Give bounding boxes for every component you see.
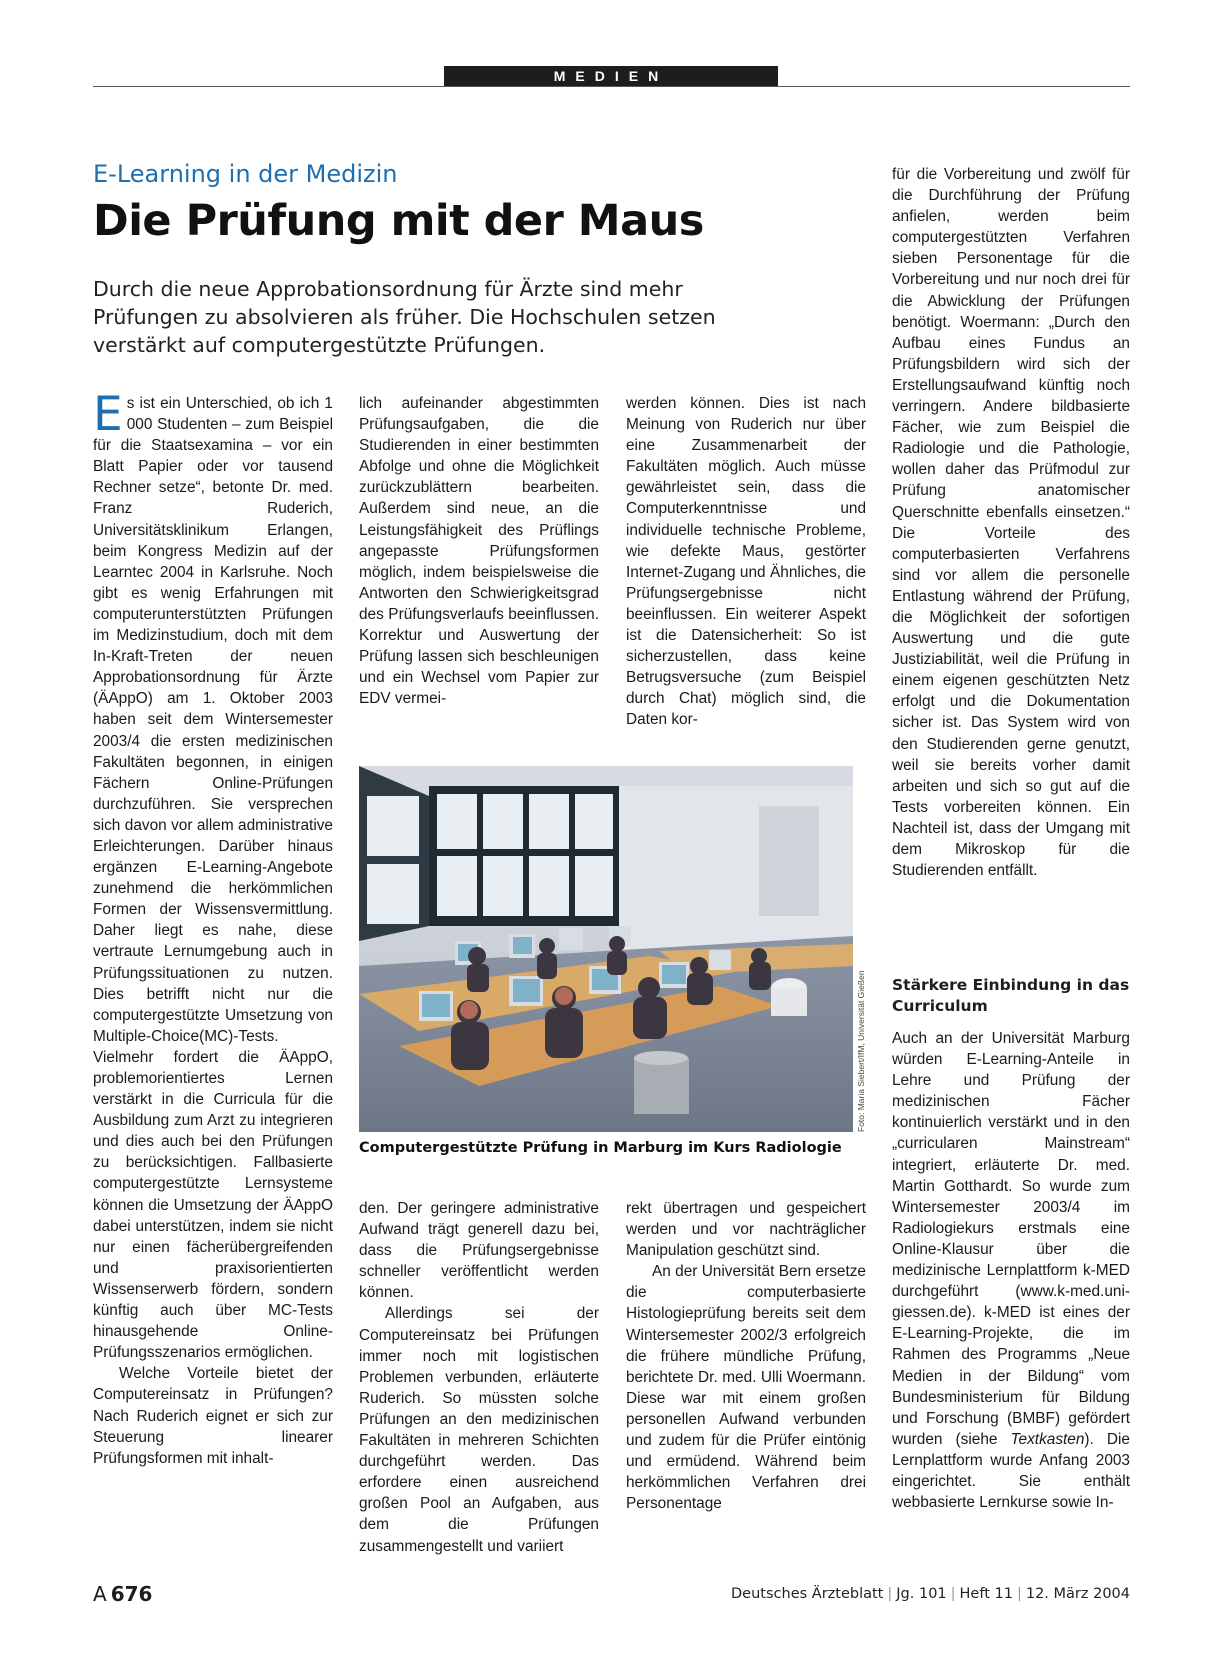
- column-4-bottom: [892, 1028, 1130, 1513]
- column-1: [93, 387, 333, 1469]
- page-number-value: 676: [110, 1582, 153, 1606]
- photo-credit: Foto: Maria Siebert/IfM, Universität Gießen: [856, 970, 866, 1132]
- col2-paragraph-top: lich aufeinander abgestimmten Prüfungsaufgaben, die die Studierenden in einer bestimmten Abfolge und ohne die Möglichkeit zurückzublättern bearbeiten. Außerdem sind neue, an die Leistungsfähigkeit des Prüflings angepasste Prüfungsformen möglich, indem beispielsweise die Antworten den Schwierigkeitsgrad des Prüfungsverlaufs beeinflussen. Korrektur und Auswertung der Prüfung lassen sich beschleunigen und ein Wechsel vom Papier zur EDV vermei-: [359, 395, 599, 708]
- journal-date: 12. März 2004: [1025, 1586, 1130, 1602]
- classroom-photo-illustration: [359, 766, 853, 1132]
- col3-paragraph-top: werden können. Dies ist nach Meinung von Ruderich nur über eine Zusammenarbeit der Fakultäten möglich. Auch müsse gewährleistet sein, dass die Computerkenntnisse und individuelle technische Probleme, wie defekte Maus, gestörter Internet-Zugang und Ähnliches, die Prüfungsergebnisse nicht beeinflussen. Ein weiterer Aspekt ist die Datensicherheit: So ist sicherzustellen, dass keine Betrugsversuche (zum Beispiel durch Chat) möglich sind, die Daten kor-: [626, 395, 866, 729]
- journal-volume: Jg. 101: [896, 1586, 947, 1602]
- article-headline: Die Prüfung mit der Maus: [93, 196, 704, 246]
- col4-text-a: Auch an der Universität Marburg würden E-Learning-Anteile in Lehre und Prüfung der medizinischen Fächer kontinuierlich verstärkt und in den „curricularen Mainstream“ integriert, erläuterte Dr. med. Martin Gotthardt. So wurde zum Wintersemester 2003/4 im Radiologiekurs erstmals eine Online-Klausur über die medizinische Lernplattform k-MED durchgeführt (www.k-med.uni-giessen.de). k-MED ist eines der E-Learning-Projekte, die im Rahmen des Programms „Neue Medien in der Bildung“ vom Bundesministerium für Bildung und Forschung (BMBF) gefördert wurden (siehe: [892, 1030, 1130, 1448]
- drop-cap: E: [93, 387, 123, 442]
- col4-text-emphasis: Textkasten: [1010, 1430, 1085, 1448]
- section-label: MEDIEN: [444, 66, 778, 86]
- page-prefix: A: [93, 1582, 107, 1606]
- article-photo: [359, 766, 853, 1132]
- subheading: Stärkere Einbindung in das Curriculum: [892, 976, 1130, 1015]
- col1-text-1: s ist ein Unterschied, ob ich 1 000 Studenten – zum Beispiel für die Staatsexamina – vor ein Blatt Papier oder vor tausend Rechner setze“, betonte Dr. med. Franz Ruderich, Universitätsklinikum Erlangen, beim Kongress Medizin auf der Learntec 2004 in Karlsruhe. Noch gibt es wenig Erfahrungen mit computerunterstützten Prüfungen im Medizinstudium, doch mit dem In-Kraft-Treten der neuen Approbationsordnung für Ärzte (ÄAppO) am 1. Oktober 2003 haben seit dem Wintersemester 2003/4 die ersten medizinischen Fakultäten begonnen, in einigen Fächern Online-Prüfungen durchzuführen. Sie versprechen sich davon vor allem administrative Erleichterungen. Darüber hinaus ergänzen E-Learning-Angebote zunehmend die herkömmlichen Formen der Wissensvermittlung. Daher liegt es nahe, diese vertraute Lernumgebung auch in Prüfungssituationen zu nutzen. Dies betrifft nicht nur die computergestützte Umsetzung von Multiple-Choice(MC)-Tests. Vielmehr fordert die ÄAppO, problemorientiertes Lernen verstärkt in die Curricula für die Ausbildung zum Arzt zu integrieren und dies auch bei den Prüfungen zu berücksichtigen. Fallbasierte computergestützte Lernsysteme können die Umsetzung der ÄAppO dabei unterstützen, indem sie nicht nur einen fächerübergreifenden und praxisorientierten Wissenserwerb fördern, sondern künftig auch über MC-Tests hinausgehende Online-Prüfungsszenarios ermöglichen.: [93, 395, 333, 1362]
- col2-paragraph-bottom-2: Allerdings sei der Computereinsatz bei Prüfungen immer noch mit logistischen Problemen verbunden, erläuterte Ruderich. So müssten solche Prüfungen an den medizinischen Fakultäten in mehreren Schichten durchgeführt werden. Das erfordere einen ausreichend großen Pool an Aufgaben, aus dem die Prüfungen zusammengestellt und variiert: [359, 1305, 599, 1555]
- col1-paragraph-2: Welche Vorteile bietet der Computereinsatz in Prüfungen? Nach Ruderich eignet er sich zur Steuerung linearer Prüfungsformen mit inhalt-: [93, 1365, 333, 1467]
- page-number: [93, 1582, 152, 1606]
- journal-name: Deutsches Ärzteblatt: [731, 1586, 884, 1602]
- footer-separator: |: [887, 1586, 893, 1602]
- column-2-bottom: [359, 1198, 599, 1557]
- col2-paragraph-bottom-1: den. Der geringere administrative Aufwand trägt generell dazu bei, dass die Prüfungsergebnisse schneller veröffentlicht werden können.: [359, 1200, 599, 1302]
- footer-separator: |: [950, 1586, 956, 1602]
- column-3-top: [626, 393, 866, 731]
- col1-paragraph-1: [93, 387, 333, 1363]
- journal-footer: [731, 1586, 1130, 1602]
- col3-paragraph-bottom-2: An der Universität Bern ersetze die computerbasierte Histologieprüfung bereits seit dem Wintersemester 2002/3 erfolgreich die frühere mündliche Prüfung, berichtete Dr. med. Ulli Woermann. Diese war mit einem großen personellen Aufwand verbunden und zudem für die Prüfer eintönig und ermüdend. Während beim herkömmlichen Verfahren drei Personentage: [626, 1263, 866, 1513]
- column-2-top: [359, 393, 599, 709]
- col3-paragraph-bottom-1: rekt übertragen und gespeichert werden und vor nachträglicher Manipulation geschützt sind.: [626, 1200, 866, 1260]
- column-3-bottom: [626, 1198, 866, 1514]
- col4-paragraph-bottom: [892, 1028, 1130, 1513]
- journal-issue: Heft 11: [959, 1586, 1013, 1602]
- header-rule: [93, 86, 1130, 87]
- col4-text-b: ). Die Lernplattform wurde Anfang 2003 eingerichtet. Sie enthält webbasierte Lernkurse sowie In-: [892, 1430, 1130, 1512]
- col4-paragraph-top: für die Vorbereitung und zwölf für die Durchführung der Prüfung anfielen, werden beim computergestützten Verfahren sieben Personentage für die Vorbereitung und nur noch drei für die Abwicklung der Prüfungen benötigt. Woermann: „Durch den Aufbau eines Fundus an Prüfungsbildern wird sich der Erstellungsaufwand künftig noch verringern. Andere bildbasierte Fächer, wie zum Beispiel die Radiologie und die Pathologie, wollen daher das Prüfmodul zur Prüfung anatomischer Querschnitte ebenfalls einsetzen.“ Die Vorteile des computerbasierten Verfahrens sind vor allem die personelle Entlastung während der Prüfung, die Möglichkeit der sofortigen Auswertung und die gute Justiziabilität, weil die Prüfung in einem eigenen geschützten Netz erfolgt und die Dokumentation sicher ist. Das System wird von den Studierenden gerne genutzt, weil sie bereits vorher damit arbeiten und sich so gut auf die Tests vorbereiten können. Ein Nachteil ist, dass der Umgang mit dem Mikroskop für die Studierenden entfällt.: [892, 166, 1130, 880]
- article-lead: Durch die neue Approbationsordnung für Ärzte sind mehr Prüfungen zu absolvieren als früher. Die Hochschulen setzen verstärkt auf computergestützte Prüfungen.: [93, 277, 716, 357]
- photo-caption: Computergestützte Prüfung in Marburg im Kurs Radiologie: [359, 1140, 842, 1156]
- article-kicker: E-Learning in der Medizin: [93, 160, 398, 188]
- footer-separator: |: [1016, 1586, 1022, 1602]
- column-4-top: [892, 164, 1130, 881]
